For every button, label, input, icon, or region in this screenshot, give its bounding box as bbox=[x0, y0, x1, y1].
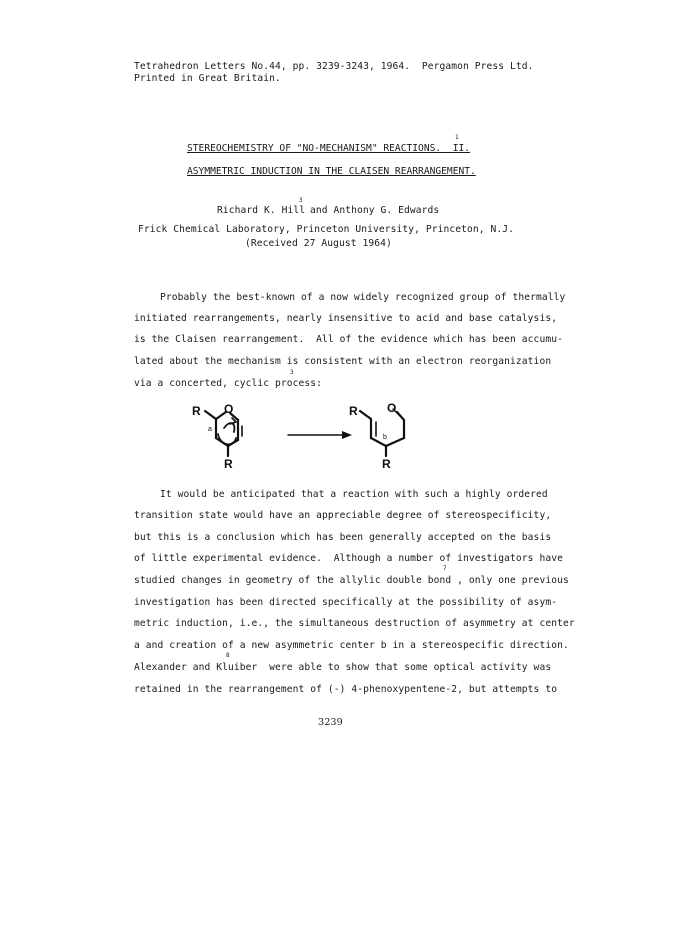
curved-arrow-top bbox=[224, 423, 234, 432]
left-r-bottom: R bbox=[224, 457, 233, 471]
footnote-marker: 7 bbox=[443, 565, 447, 572]
citation-line-1: Tetrahedron Letters No.44, pp. 3239-3243, 1964. Pergamon Press Ltd. bbox=[134, 61, 534, 72]
text-line: but this is a conclusion which has been generally accepted on the basis bbox=[134, 532, 552, 543]
claisen-rearrangement-scheme bbox=[190, 398, 460, 483]
text-line: retained in the rearrangement of (-) 4-phenoxypentene-2, but attempts to bbox=[134, 684, 558, 695]
right-r-top: R bbox=[349, 404, 358, 418]
text-line: investigation has been directed specifically at the possibility of asym- bbox=[134, 597, 558, 608]
text-line: Probably the best-known of a now widely recognized group of thermally bbox=[160, 292, 566, 303]
left-oxygen: O bbox=[224, 402, 234, 416]
author-hill: Richard K. Hill bbox=[217, 205, 306, 216]
footnote-marker: 8 bbox=[226, 652, 230, 659]
text-line: initiated rearrangements, nearly insensitive to acid and base catalysis, bbox=[134, 313, 558, 324]
citation-line-2: Printed in Great Britain. bbox=[134, 73, 281, 84]
author-edwards: and Anthony G. Edwards bbox=[310, 205, 440, 216]
text-line: It would be anticipated that a reaction with such a highly ordered bbox=[160, 489, 548, 500]
text-line: lated about the mechanism is consistent with an electron reorganization bbox=[134, 356, 552, 367]
text-line: of little experimental evidence. Although a number of investigators have bbox=[134, 553, 563, 564]
author-footnote-marker: 3 bbox=[299, 197, 303, 204]
title-line-1: STEREOCHEMISTRY OF "NO-MECHANISM" REACTIONS. II. bbox=[187, 143, 471, 154]
text-line: a and creation of a new asymmetric center b in a stereospecific direction. bbox=[134, 640, 569, 651]
title-line-2: ASYMMETRIC INDUCTION IN THE CLAISEN REARRANGEMENT. bbox=[187, 166, 476, 177]
text-line: metric induction, i.e., the simultaneous destruction of asymmetry at center bbox=[134, 618, 575, 629]
bond-ring-bottom bbox=[371, 438, 404, 446]
left-r-top: R bbox=[192, 404, 201, 418]
footnote-marker: 3 bbox=[290, 369, 294, 376]
text-line: transition state would have an appreciable degree of stereospecificity, bbox=[134, 510, 552, 521]
curved-arrow-bottom bbox=[218, 434, 236, 444]
right-r-bottom: R bbox=[382, 457, 391, 471]
label-b: b bbox=[383, 434, 387, 441]
received-date: (Received 27 August 1964) bbox=[245, 238, 392, 249]
text-line: via a concerted, cyclic process: bbox=[134, 378, 323, 389]
bond-r-c bbox=[360, 411, 371, 419]
affiliation: Frick Chemical Laboratory, Princeton University, Princeton, N.J. bbox=[138, 224, 515, 235]
bond-r-ca bbox=[205, 411, 216, 419]
text-line: studied changes in geometry of the allylic double bond , only one previous bbox=[134, 575, 569, 586]
text-line: Alexander and Kluiber were able to show that some optical activity was bbox=[134, 662, 552, 673]
right-oxygen: O bbox=[387, 401, 397, 415]
label-a: a bbox=[208, 426, 212, 433]
page-number: 3239 bbox=[318, 717, 343, 728]
text-line: is the Claisen rearrangement. All of the evidence which has been accumu- bbox=[134, 334, 563, 345]
reaction-arrow-head bbox=[342, 431, 352, 439]
title-footnote-marker: 1 bbox=[455, 134, 459, 141]
